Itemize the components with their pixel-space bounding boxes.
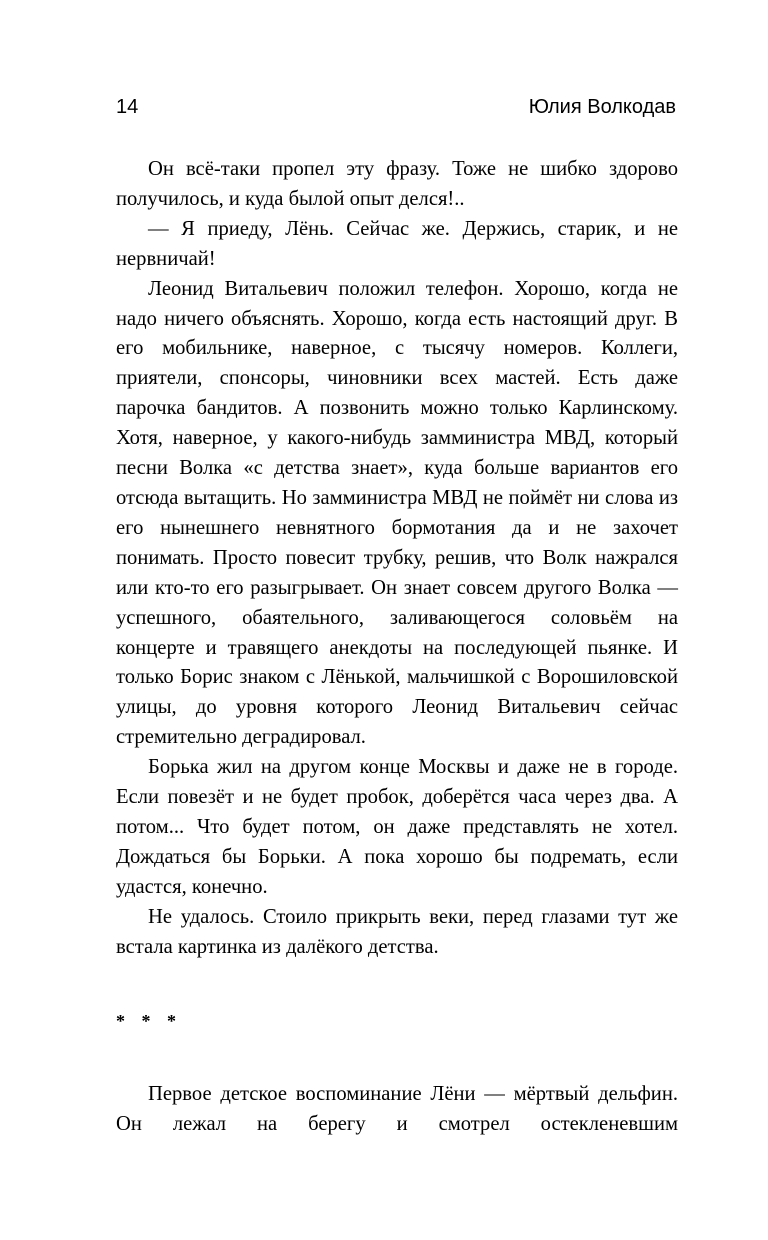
paragraph-5: Не удалось. Стоило прикрыть веки, перед глазами тут же встала картинка из далёкого детства.	[116, 905, 678, 958]
section-separator: * * *	[116, 1011, 182, 1032]
author-name: Юлия Волкодав	[528, 96, 676, 118]
paragraph-3: Леонид Витальевич положил телефон. Хорошо, когда не надо ничего объяснять. Хорошо, когда есть настоящий друг. В его мобильнике, наверное, с тысячу номеров. Коллеги, приятели, спонсоры, чиновники всех мастей. Есть даже парочка бандитов. А позвонить можно только Карлинскому. Хотя, наверное, у какого-нибудь замминистра МВД, который песни Волка «с детства знает», куда больше вариантов его отсюда вытащить. Но замминистра МВД не поймёт ни слова из его нынешнего невнятного бормотания да и не захочет понимать. Просто повесит трубку, решив, что Волк нажрался или кто-то его разыгрывает. Он знает совсем другого Волка — успешного, обаятельного, заливающегося соловьём на концерте и травящего анекдоты на последующей пьянке. И только Борис знаком с Лёнькой, мальчишкой с Ворошиловской улицы, до уровня которого Леонид Витальевич сейчас стремительно деградировал.	[116, 277, 678, 749]
paragraph-2: — Я приеду, Лёнь. Сейчас же. Держись, старик, и не нервничай!	[116, 217, 678, 270]
paragraph-4: Борька жил на другом конце Москвы и даже не в городе. Если повезёт и не будет пробок, доберётся часа через два. А потом... Что будет потом, он даже представлять не хотел. Дождаться бы Борьки. А пока хорошо бы подремать, если удастся, конечно.	[116, 756, 678, 898]
body-text	[116, 155, 678, 1140]
paragraph-1: Он всё-таки пропел эту фразу. Тоже не шибко здорово получилось, и куда былой опыт делся!..	[116, 158, 678, 210]
page-number: 14	[116, 96, 139, 118]
running-head	[116, 96, 676, 124]
paragraph-6: Первое детское воспоминание Лёни — мёртвый дельфин. Он лежал на берегу и смотрел остекленевшим	[116, 1083, 678, 1136]
